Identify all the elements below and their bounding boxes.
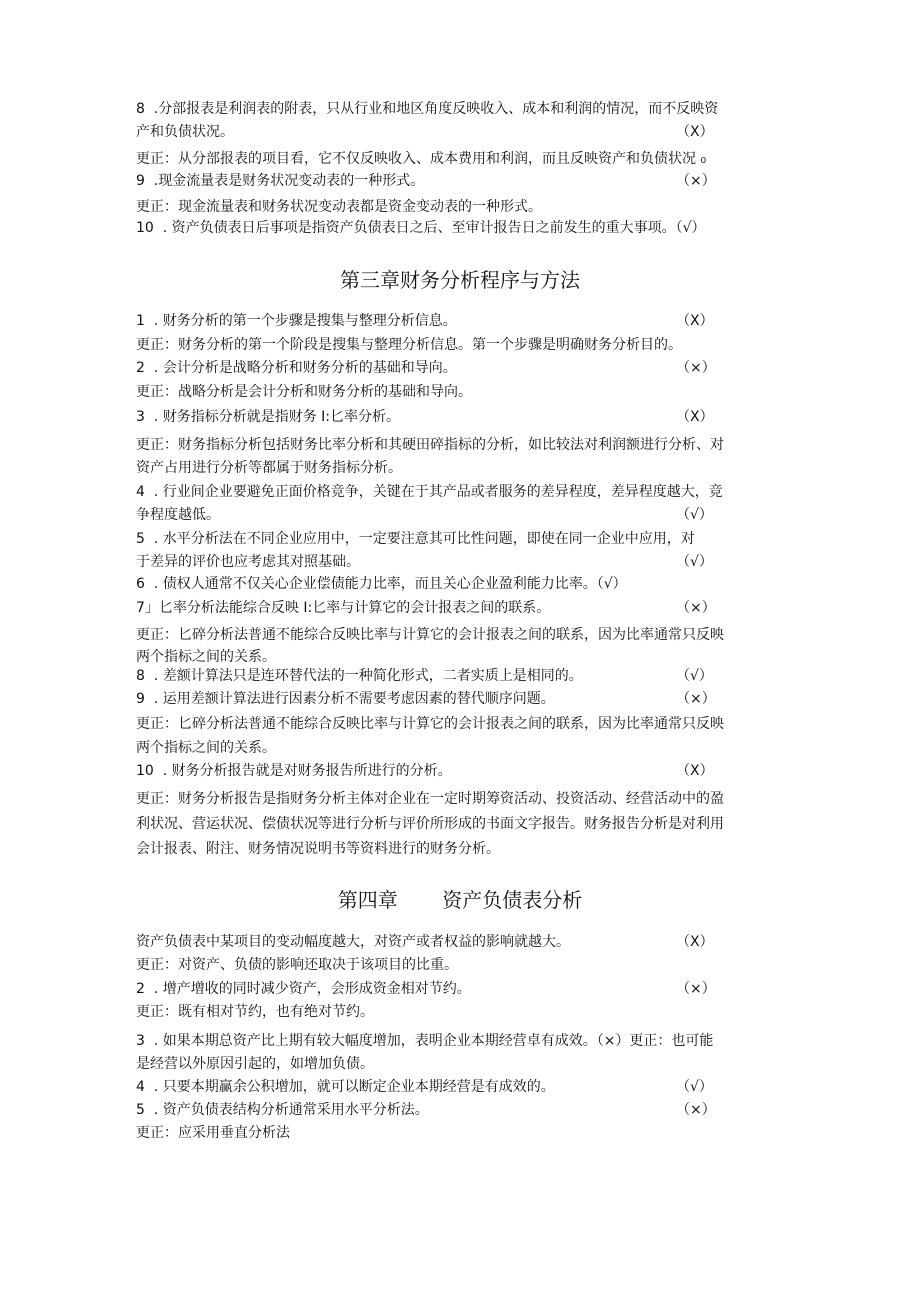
text-line: 4 . 行业间企业要避免正面价格竞争，关键在于其产品或者服务的差异程度，差异程度越大，竞	[136, 484, 723, 500]
text-line: 5 . 水平分析法在不同企业应用中，一定要注意其可比性问题，即使在同一企业中应用，对	[136, 531, 695, 547]
judgement-mark: （×）	[676, 691, 716, 707]
judgement-mark: （X）	[676, 934, 714, 950]
text-line: 7」匕率分析法能综合反映 I:匕率与计算它的会计报表之间的联系。	[136, 600, 551, 616]
text-line: 9 . 运用差额计算法进行因素分析不需要考虑因素的替代顺序问题。	[136, 691, 555, 707]
judgement-mark: （√）	[676, 507, 713, 523]
judgement-mark: （X）	[676, 124, 714, 140]
correction-line: 更正：应采用垂直分析法	[136, 1125, 290, 1141]
text-line: 5 . 资产负债表结构分析通常采用水平分析法。	[136, 1102, 429, 1118]
text-line: 6 . 债权人通常不仅关心企业偿债能力比率，而且关心企业盈利能力比率。（√）	[136, 576, 627, 592]
correction-line: 更正：对资产、负债的影响还取决于该项目的比重。	[136, 957, 458, 973]
correction-line: 更正：战略分析是会计分析和财务分析的基础和导向。	[136, 384, 472, 400]
text-line: 10 . 财务分析报告就是对财务报告所进行的分析。	[136, 763, 452, 779]
correction-line: 更正：财务指标分析包括财务比率分析和其硬田碎指标的分析，如比较法对利润额进行分析、对	[136, 437, 724, 453]
text-line: 3 . 财务指标分析就是指财务 I:匕率分析。	[136, 409, 401, 425]
text-line: 于差异的评价也应考虑其对照基础。	[136, 554, 360, 570]
correction-line: 两个指标之间的关系。	[136, 740, 276, 756]
correction-line: 更正：从分部报表的项目看，它不仅反映收入、成本费用和利润，而且反映资产和负债状况 ₀	[136, 151, 707, 167]
chapter-heading: 第四章 资产负债表分析	[337, 888, 583, 912]
correction-line: 两个指标之间的关系。	[136, 649, 276, 665]
judgement-mark: （√）	[676, 1079, 713, 1095]
text-line: 产和负债状况。	[136, 124, 234, 140]
correction-line: 利状况、营运状况、偿债状况等进行分析与评价所形成的书面文字报告。财务报告分析是对利用	[136, 816, 724, 832]
judgement-mark: （×）	[676, 173, 716, 189]
judgement-mark: （×）	[676, 600, 716, 616]
text-line: 争程度越低。	[136, 507, 220, 523]
chapter-heading: 第三章财务分析程序与方法	[340, 268, 580, 292]
judgement-mark: （×）	[676, 360, 716, 376]
correction-line: 资产占用进行分析等都属于财务指标分析。	[136, 460, 402, 476]
text-line: 2 . 会计分析是战略分析和财务分析的基础和导向。	[136, 360, 457, 376]
text-line: 9 .现金流量表是财务状况变动表的一种形式。	[136, 173, 425, 189]
judgement-mark: （X）	[676, 763, 714, 779]
correction-line: 会计报表、附注、财务情况说明书等资料进行的财务分析。	[136, 841, 500, 857]
judgement-mark: （√）	[676, 554, 713, 570]
judgement-mark: （√）	[676, 668, 713, 684]
judgement-mark: （×）	[676, 981, 716, 997]
judgement-mark: （X）	[676, 313, 714, 329]
text-line: 2 . 增产增收的同时减少资产，会形成资金相对节约。	[136, 981, 471, 997]
correction-line: 是经营以外原因引起的，如增加负债。	[136, 1056, 374, 1072]
text-line: 4 . 只要本期赢余公积增加，就可以断定企业本期经营是有成效的。	[136, 1079, 555, 1095]
correction-line: 更正：既有相对节约，也有绝对节约。	[136, 1004, 374, 1020]
judgement-mark: （×）	[676, 1102, 716, 1118]
text-line: 8 .分部报表是利润表的附表，只从行业和地区角度反映收入、成本和利润的情况，而不反映资	[136, 101, 719, 117]
correction-line: 更正：现金流量表和财务状况变动表都是资金变动表的一种形式。	[136, 199, 542, 215]
text-line: 1 . 财务分析的第一个步骤是搜集与整理分析信息。	[136, 313, 457, 329]
correction-line: 更正：财务分析报告是指财务分析主体对企业在一定时期筹资活动、投资活动、经营活动中的盈	[136, 791, 724, 807]
correction-line: 更正：匕碎分析法普通不能综合反映比率与计算它的会计报表之间的联系，因为比率通常只反映	[136, 716, 724, 732]
text-line: 10 . 资产负债表日后事项是指资产负债表日之后、至审计报告日之前发生的重大事项。（√）	[136, 220, 706, 236]
text-line: 8 . 差额计算法只是连环替代法的一种简化形式，二者实质上是相同的。	[136, 668, 583, 684]
judgement-mark: （X）	[676, 409, 714, 425]
text-line: 3 . 如果本期总资产比上期有较大幅度增加，表明企业本期经营卓有成效。（×）更正：也可能	[136, 1033, 714, 1049]
text-line: 资产负债表中某项目的变动幅度越大，对资产或者权益的影响就越大。	[136, 934, 570, 950]
correction-line: 更正：匕碎分析法普通不能综合反映比率与计算它的会计报表之间的联系，因为比率通常只反映	[136, 627, 724, 643]
correction-line: 更正：财务分析的第一个阶段是搜集与整理分析信息。第一个步骤是明确财务分析目的。	[136, 337, 682, 353]
